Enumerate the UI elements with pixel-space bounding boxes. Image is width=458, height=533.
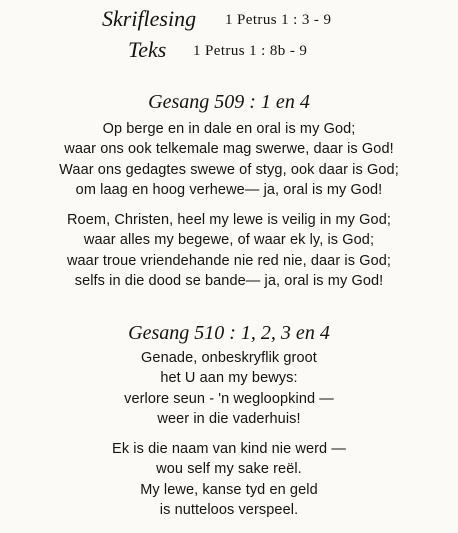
verse-line: Op berge en in dale en oral is my God; [102, 121, 356, 137]
hymn-title-510: Gesang 510 : 1, 2, 3 en 4 [128, 322, 330, 344]
hymn-title-509: Gesang 509 : 1 en 4 [148, 91, 310, 113]
verse-line: Genade, onbeskryflik groot [141, 350, 317, 366]
verse-line: waar alles my begewe, of waar ek ly, is God; [83, 232, 375, 249]
reading-reference: 1 Petrus 1 : 3 - 9 [225, 12, 332, 28]
verse-line: Ek is die naam van kind nie werd — [112, 441, 346, 457]
hymn-510-stanza-1 [0, 348, 458, 429]
verse-line: Roem, Christen, heel my lewe is veilig in my God; [66, 212, 391, 228]
verse-line: My lewe, kanse tyd en geld [140, 481, 318, 498]
verse-line: waar ons ook telkemale mag swerwe, daar is God! [64, 141, 394, 158]
verse-line: waar troue vriendehande nie red nie, daar is God; [66, 252, 392, 269]
verse-line: selfs in die dood se bande— ja, oral is my God! [74, 272, 384, 289]
hymn-509-stanza-1 [0, 119, 458, 200]
reading-label: Skriflesing [102, 6, 197, 31]
verse-line: Waar ons gedagtes swewe of styg, ook daar is God; [59, 161, 399, 178]
verse-line: het U aan my bewys: [160, 370, 298, 387]
text-reference: 1 Petrus 1 : 8b - 9 [193, 43, 308, 59]
hymn-509-stanza-2 [0, 210, 458, 291]
reading-row-teks [0, 37, 458, 67]
text-label: Teks [128, 37, 167, 62]
verse-line: om laag en hoog verhewe— ja, oral is my God! [75, 181, 383, 198]
reading-row-skriflesing [0, 6, 458, 36]
verse-line: weer in die vaderhuis! [157, 410, 301, 427]
verse-line: is nutteloos verspeel. [159, 501, 299, 518]
verse-line: wou self my sake reël. [156, 461, 302, 478]
hymn-510-stanza-2 [0, 439, 458, 520]
verse-line: verlore seun - 'n wegloopkind — [124, 390, 334, 407]
